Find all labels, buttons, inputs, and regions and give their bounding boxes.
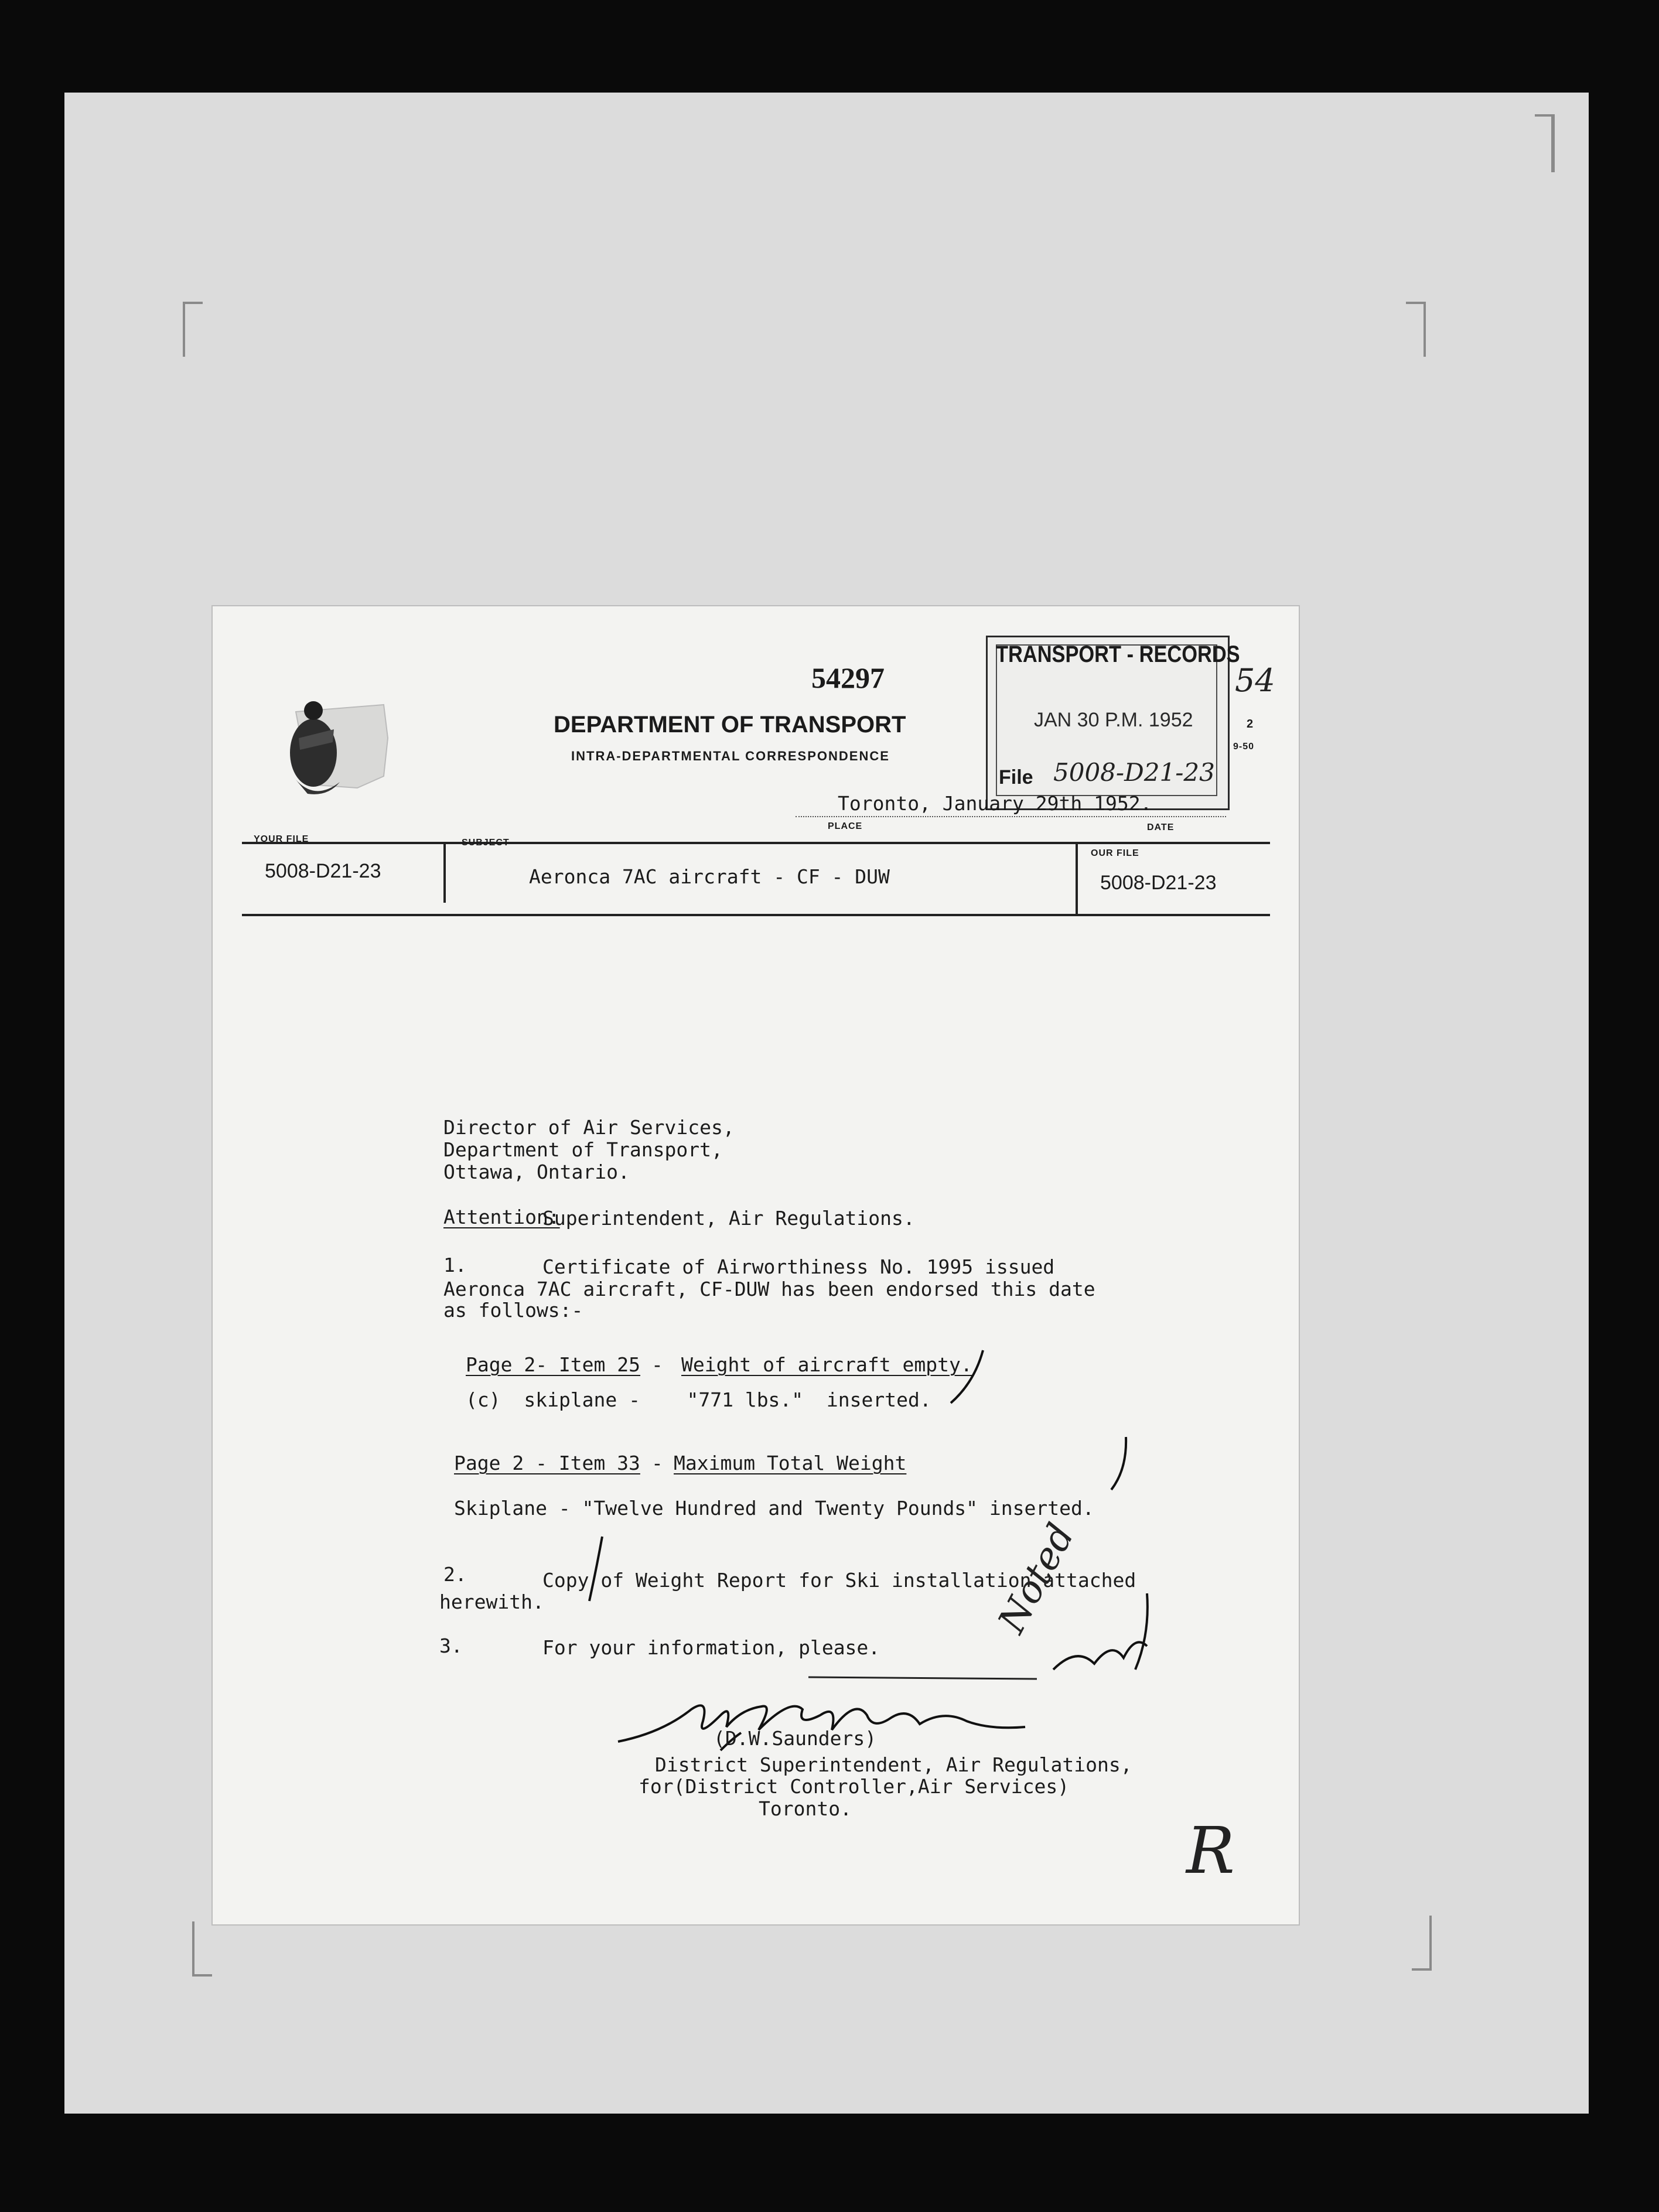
item33-title: Maximum Total Weight — [674, 1452, 907, 1474]
subject-value: Aeronca 7AC aircraft - CF - DUW — [529, 865, 890, 888]
stamp-file-label: File — [999, 766, 1033, 788]
field-divider-1 — [443, 842, 446, 903]
folio-number: 54 — [1235, 662, 1275, 699]
signatory-name: (D.W.Saunders) — [714, 1727, 877, 1750]
item25-dash: - — [651, 1353, 663, 1376]
field-box-bottom-rule — [242, 914, 1270, 916]
date-caption: DATE — [1147, 822, 1175, 832]
para2-line-2: herewith. — [439, 1590, 544, 1613]
signatory-title-2: for(District Controller,Air Services) — [639, 1775, 1070, 1798]
crop-mark-bottom-left — [192, 1921, 212, 1977]
subject-label: SUBJECT — [462, 838, 510, 848]
crop-mark-top-right — [1406, 302, 1426, 357]
noted-scribble — [1030, 1582, 1159, 1681]
item25-detail: (c) skiplane - "771 lbs." inserted. — [466, 1388, 931, 1411]
our-file-value: 5008-D21-23 — [1100, 872, 1217, 894]
attention-text: Superintendent, Air Regulations. — [542, 1207, 915, 1230]
stamp-title: TRANSPORT - RECORDS — [996, 641, 1240, 667]
para1-line-1: Certificate of Airworthiness No. 1995 issued — [542, 1255, 1055, 1278]
address-line-3: Ottawa, Ontario. — [443, 1160, 630, 1183]
initial-annotation: R — [1186, 1813, 1235, 1888]
crop-mark-bottom-right — [1412, 1916, 1432, 1971]
your-file-label: YOUR FILE — [254, 834, 309, 844]
address-line-2: Department of Transport, — [443, 1138, 723, 1161]
noted-annotation: Noted — [990, 1517, 1083, 1640]
department-heading: DEPARTMENT OF TRANSPORT — [554, 712, 906, 738]
item33-detail: Skiplane - "Twelve Hundred and Twenty Pounds" inserted. — [454, 1497, 1094, 1520]
check-mark-item33 — [1108, 1434, 1132, 1493]
signatory-title-1: District Superintendent, Air Regulations, — [655, 1753, 1132, 1776]
stamp-date: JAN 30 P.M. 1952 — [1034, 709, 1193, 731]
para2-number: 2. — [443, 1563, 467, 1586]
para1-line-3: as follows:- — [443, 1299, 583, 1322]
para1-line-2: Aeronca 7AC aircraft, CF-DUW has been endorsed this date — [443, 1278, 1095, 1300]
crop-mark-corner — [1535, 114, 1555, 172]
our-file-label: OUR FILE — [1091, 848, 1139, 858]
para3-text: For your information, please. — [542, 1636, 880, 1659]
stamp-form-code: 9-50 — [1233, 742, 1255, 752]
field-box-top-rule — [242, 842, 1270, 844]
item25-title: Weight of aircraft empty. — [681, 1353, 972, 1376]
para3-number: 3. — [439, 1634, 463, 1657]
place-date: Toronto, January 29th 1952. — [838, 792, 1152, 815]
address-line-1: Director of Air Services, — [443, 1116, 735, 1139]
crest-emblem — [264, 688, 392, 805]
serial-number: 54297 — [811, 661, 885, 694]
para2-line-1: Copy of Weight Report for Ski installation attached — [542, 1569, 1136, 1592]
field-divider-2 — [1076, 842, 1078, 914]
signatory-title-3: Toronto. — [759, 1797, 852, 1820]
stamp-side-number: 2 — [1247, 718, 1254, 730]
item33-reference: Page 2 - Item 33 — [454, 1452, 640, 1474]
stamp-file-number: 5008-D21-23 — [1053, 758, 1215, 787]
correspondence-type: INTRA-DEPARTMENTAL CORRESPONDENCE — [571, 749, 890, 763]
item33-dash: - — [651, 1452, 663, 1474]
check-mark-para2 — [585, 1534, 608, 1604]
attention-label: Attention: — [443, 1206, 560, 1228]
place-caption: PLACE — [828, 821, 863, 831]
place-date-rule — [796, 816, 1226, 817]
crop-mark-top-left — [183, 302, 203, 357]
item25-reference: Page 2- Item 25 — [466, 1353, 641, 1376]
your-file-value: 5008-D21-23 — [265, 860, 381, 882]
check-mark-item25 — [948, 1347, 989, 1406]
para1-number: 1. — [443, 1254, 467, 1276]
